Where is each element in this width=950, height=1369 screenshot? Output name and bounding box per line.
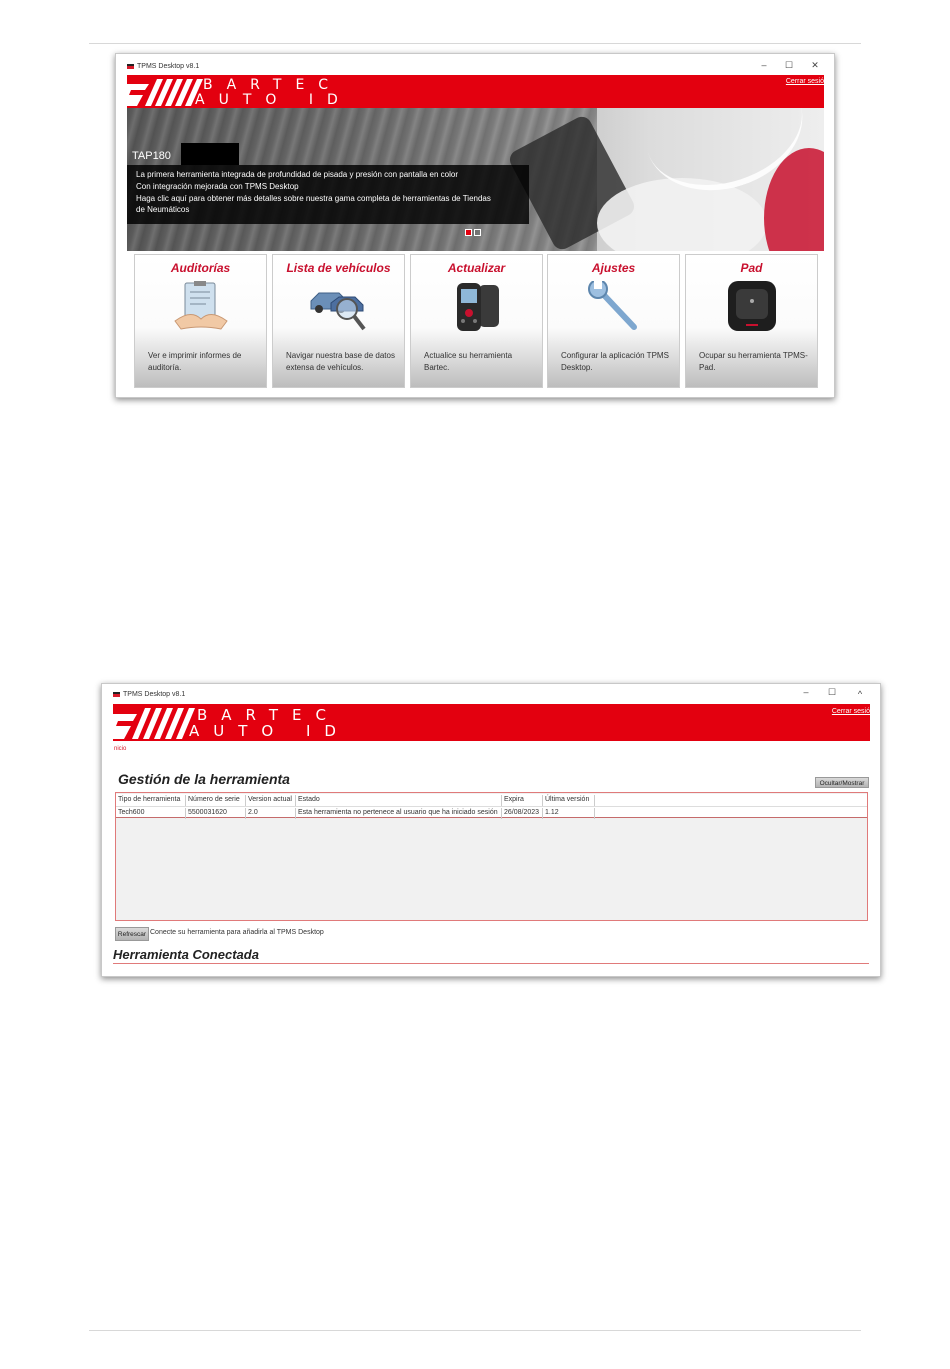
car-magnifier-icon — [309, 281, 369, 333]
tile-title: Lista de vehículos — [286, 261, 391, 275]
tile-title: Auditorías — [170, 261, 231, 275]
cell-expiry: 26/08/2023 — [502, 808, 543, 819]
tile-title: Ajustes — [591, 261, 636, 275]
tile-lista-vehiculos[interactable] — [272, 254, 405, 388]
wrench-icon — [584, 281, 644, 333]
tile-auditorias[interactable] — [134, 254, 267, 388]
cell-version: 2.0 — [246, 808, 296, 819]
toggle-visibility-button[interactable]: Ocultar/Mostrar — [815, 777, 869, 788]
app-flag-icon — [127, 64, 134, 69]
redaction-block — [181, 143, 239, 165]
banner-line: Haga clic aquí para obtener más detalles sobre nuestra gama completa de herramientas de Tiendas — [136, 193, 491, 203]
maximize-button[interactable]: ☐ — [827, 687, 837, 697]
window-title: TPMS Desktop v8.1 — [123, 691, 186, 698]
title-bar — [102, 684, 880, 705]
clipboard-handshake-icon — [171, 281, 231, 333]
tpms-tool-icon — [447, 281, 507, 333]
tile-description: Ocupar su herramienta TPMS-Pad. — [699, 351, 808, 372]
minimize-button[interactable]: – — [803, 687, 809, 697]
title-bar — [116, 54, 834, 75]
column-header[interactable]: Última versión — [543, 795, 595, 806]
tile-pad[interactable] — [685, 254, 818, 388]
menu-tiles — [134, 254, 818, 389]
cell-tool-type: Tech600 — [116, 808, 186, 819]
minimize-button[interactable]: – — [761, 60, 767, 70]
brand-header — [113, 704, 870, 741]
table-row[interactable] — [116, 806, 867, 818]
app-flag-icon — [113, 692, 120, 697]
tile-description: Actualice su herramienta Bartec. — [424, 351, 513, 372]
tile-actualizar[interactable] — [410, 254, 543, 388]
banner-text-box — [127, 165, 529, 224]
tile-ajustes[interactable] — [547, 254, 680, 388]
maximize-button[interactable]: ☐ — [784, 60, 794, 70]
divider — [113, 963, 869, 964]
tools-table — [115, 792, 868, 921]
tile-title: Pad — [740, 261, 763, 275]
window-title: TPMS Desktop v8.1 — [137, 63, 200, 70]
banner-line: de Neumáticos — [136, 205, 190, 215]
column-header[interactable]: Estado — [296, 795, 502, 806]
column-header[interactable]: Expira — [502, 795, 543, 806]
tpms-pad-icon — [722, 281, 782, 333]
banner-title: TAP180 — [132, 149, 171, 162]
brand-name: BARTEC — [203, 77, 343, 93]
close-button[interactable]: ✕ — [811, 60, 819, 70]
banner-line: Con integración mejorada con TPMS Desktop — [136, 181, 299, 191]
carousel-dot[interactable] — [474, 229, 481, 236]
carousel-dot[interactable] — [465, 229, 472, 236]
brand-header — [127, 75, 824, 108]
cell-status: Esta herramienta no pertenece al usuario que ha iniciado sesión — [296, 808, 502, 819]
brand-name: BARTEC — [197, 706, 340, 724]
table-header — [116, 794, 867, 806]
main-menu-window — [115, 53, 835, 398]
restore-button[interactable]: ^ — [857, 689, 863, 699]
tile-description: Navigar nuestra base de datos extensa de vehículos. — [286, 351, 395, 372]
brand-subname: AUTO ID — [189, 722, 350, 740]
page-title: Gestión de la herramienta — [118, 771, 290, 787]
connected-tool-heading: Herramienta Conectada — [113, 947, 259, 962]
tile-title: Actualizar — [447, 261, 506, 275]
promo-banner[interactable] — [127, 108, 824, 251]
page-top-rule — [89, 43, 861, 44]
column-header[interactable]: Número de serie — [186, 795, 246, 806]
breadcrumb[interactable]: nicio — [114, 746, 127, 752]
banner-line: La primera herramienta integrada de profundidad de pisada y presión con pantalla en color — [136, 170, 458, 179]
tile-description: Ver e imprimir informes de auditoría. — [148, 351, 242, 372]
tile-description: Configurar la aplicación TPMS Desktop. — [561, 351, 669, 372]
column-header[interactable]: Tipo de herramienta — [116, 795, 186, 806]
refresh-button[interactable]: Refrescar — [115, 927, 149, 941]
logout-link[interactable]: Cerrar sesió — [831, 708, 870, 715]
brand-subname: AUTO ID — [195, 92, 352, 108]
cell-serial: 5500031620 — [186, 808, 246, 819]
logout-link[interactable]: Cerrar sesió — [785, 78, 824, 85]
cell-latest-version: 1.12 — [543, 808, 595, 819]
page-bottom-rule — [89, 1330, 861, 1331]
carousel-dots — [465, 223, 483, 241]
tool-management-window — [101, 683, 881, 977]
connect-hint: Conecte su herramienta para añadirla al TPMS Desktop — [150, 929, 324, 936]
column-header[interactable]: Version actual — [246, 795, 296, 806]
